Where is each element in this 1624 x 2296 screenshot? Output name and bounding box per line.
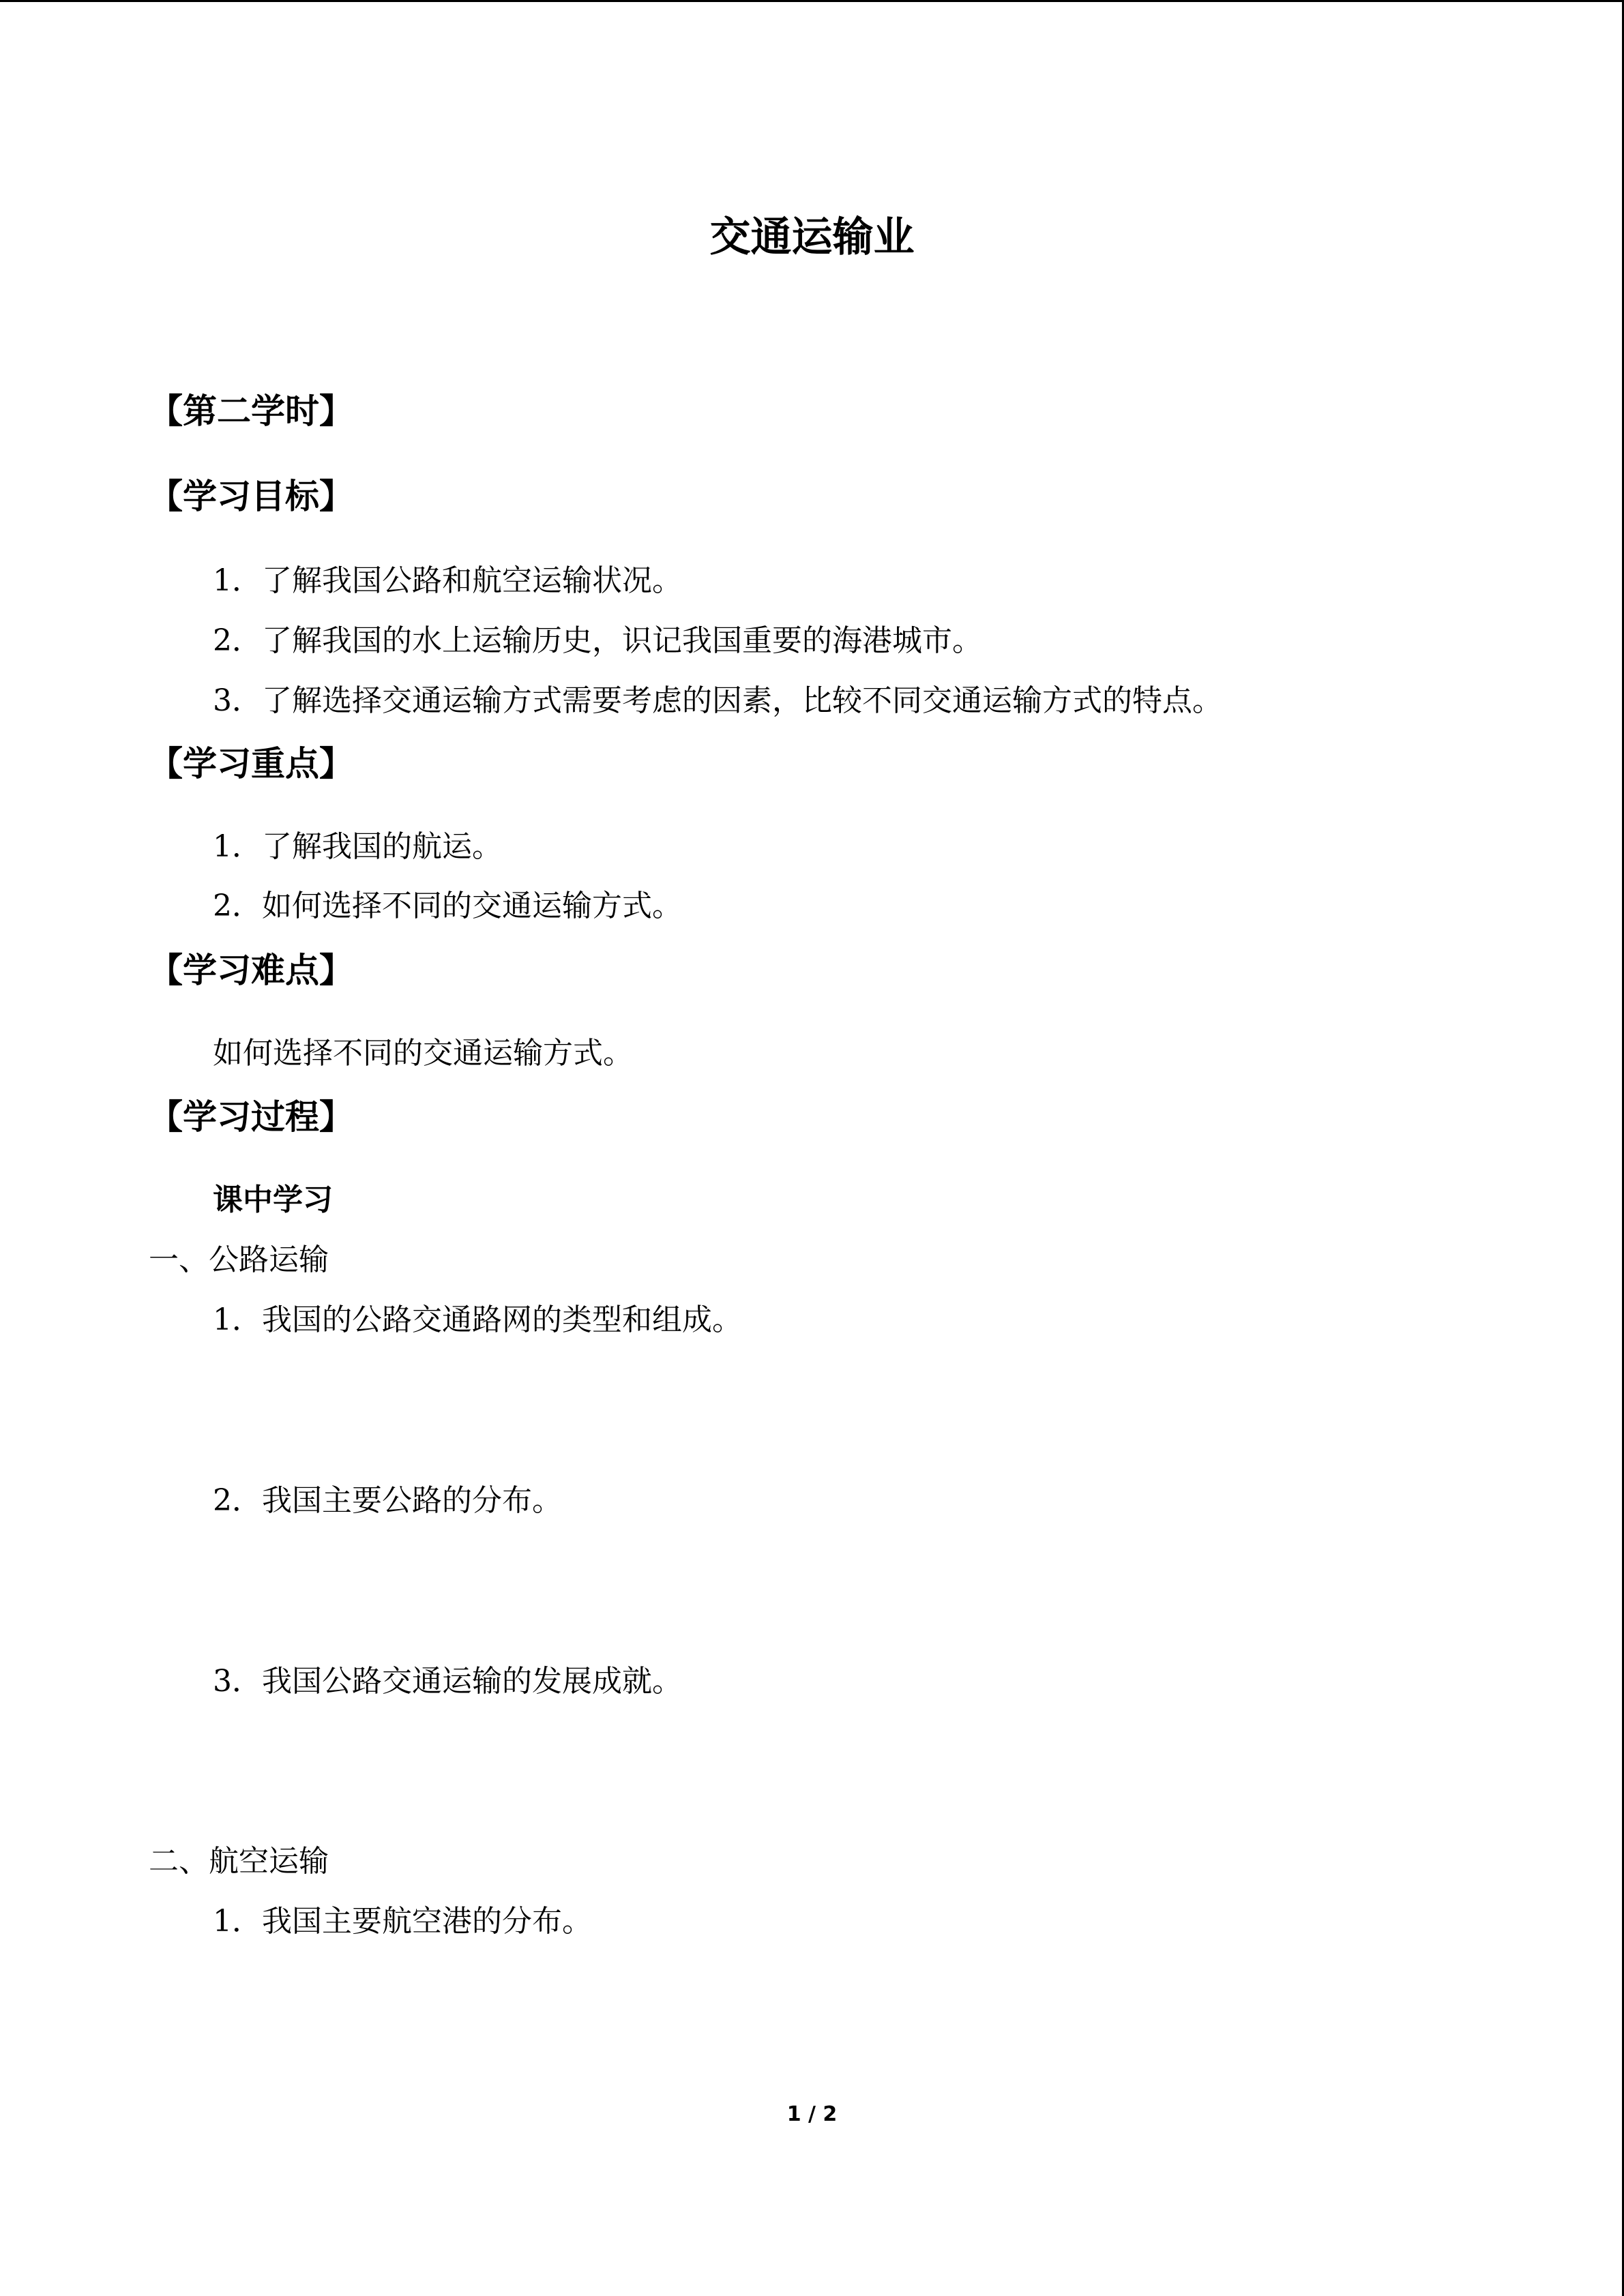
key-point-item-1: 1．了解我国的航运。	[213, 829, 502, 864]
road-item-3: 3．我国公路交通运输的发展成就。	[213, 1664, 682, 1699]
road-item-1: 1．我国的公路交通路网的类型和组成。	[213, 1302, 742, 1337]
key-point-item-2: 2．如何选择不同的交通运输方式。	[213, 889, 682, 923]
air-item-1: 1．我国主要航空港的分布。	[213, 1904, 592, 1939]
page-top-border	[0, 0, 1624, 2]
objective-item-1: 1．了解我国公路和航空运输状况。	[213, 563, 682, 598]
process-heading: 【学习过程】	[149, 1097, 353, 1137]
session-heading: 【第二学时】	[149, 391, 353, 431]
objective-item-2: 2．了解我国的水上运输历史，识记我国重要的海港城市。	[213, 623, 982, 658]
key-points-heading: 【学习重点】	[149, 744, 353, 784]
document-title: 交通运输业	[709, 213, 915, 261]
objective-item-3: 3．了解选择交通运输方式需要考虑的因素，比较不同交通运输方式的特点。	[213, 683, 1222, 718]
road-item-2: 2．我国主要公路的分布。	[213, 1483, 562, 1518]
section-title-air: 二、航空运输	[149, 1844, 329, 1879]
difficulties-heading: 【学习难点】	[149, 951, 353, 990]
section-title-road: 一、公路运输	[149, 1242, 329, 1277]
process-subheading: 课中学习	[213, 1182, 333, 1217]
difficulties-text: 如何选择不同的交通运输方式。	[213, 1036, 633, 1071]
objectives-heading: 【学习目标】	[149, 477, 353, 516]
page-number: 1 / 2	[786, 2102, 838, 2126]
